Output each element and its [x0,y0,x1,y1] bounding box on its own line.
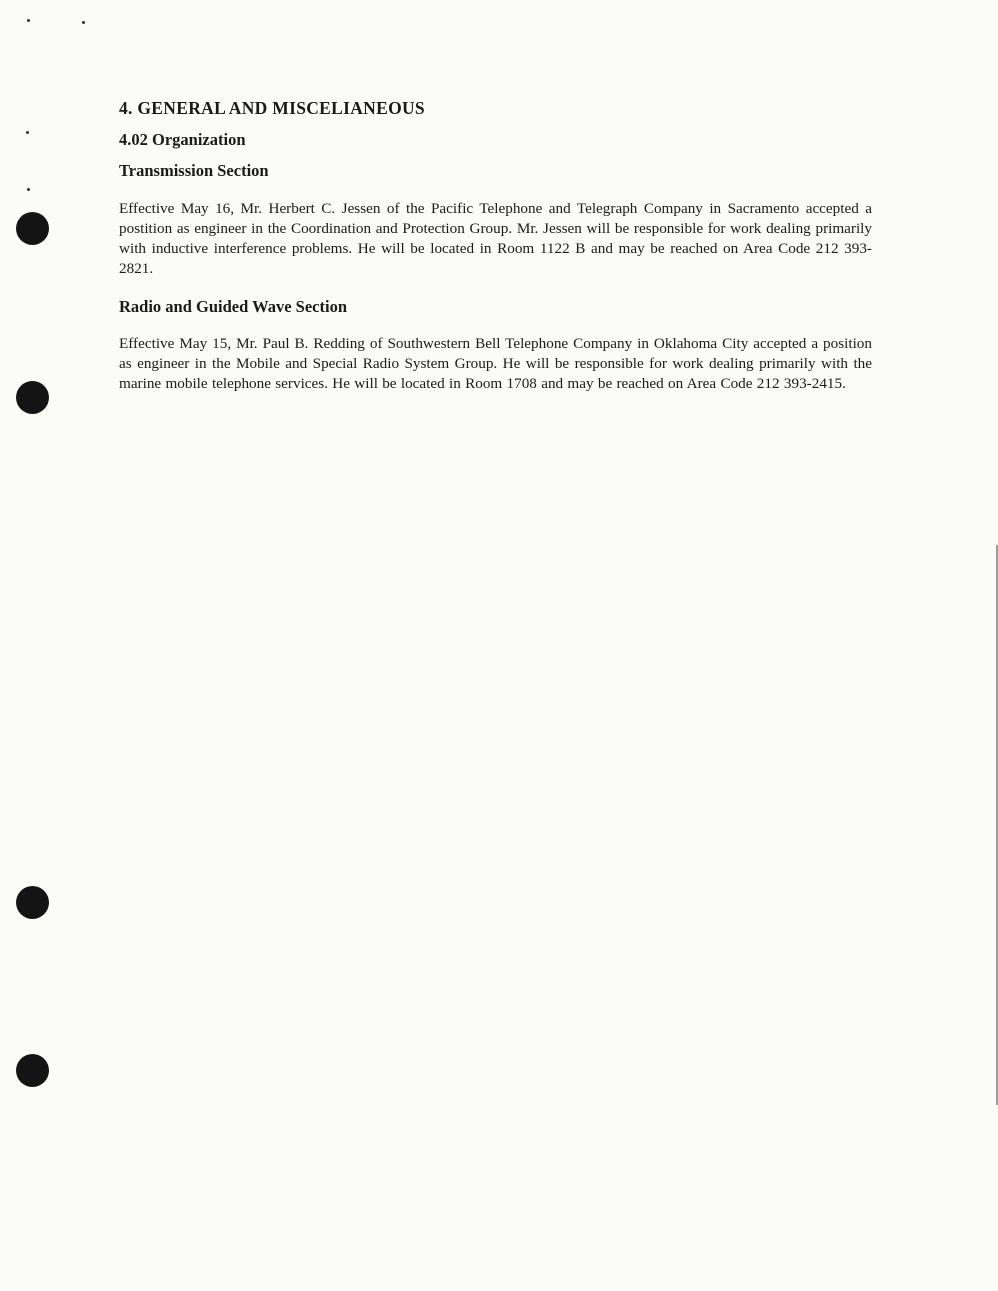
punch-hole [16,1054,49,1087]
transmission-section-paragraph: Effective May 16, Mr. Herbert C. Jessen of the Pacific Telephone and Telegraph Company in Sacramento accepted a postition as engineer in the Coordination and Protection Group. Mr. Jessen will be responsible for work dealing primarily with inductive interference problems. He will be located in Room 1122 B and may be reached on Area Code 212 393-2821. [119,200,872,277]
scan-speck [27,188,30,191]
scan-speck [26,131,29,134]
transmission-section-heading: Transmission Section [119,161,269,180]
section-heading: 4. GENERAL AND MISCELIANEOUS [119,98,425,118]
scan-speck [27,19,30,22]
scan-speck [82,21,85,24]
punch-hole [16,212,49,245]
punch-hole [16,381,49,414]
radio-section-paragraph: Effective May 15, Mr. Paul B. Redding of Southwestern Bell Telephone Company in Oklahoma City accepted a position as engineer in the Mobile and Special Radio System Group. He will be responsible for work dealing primarily with the marine mobile telephone services. He will be located in Room 1708 and may be reached on Area Code 212 393-2415. [119,335,872,392]
document-body [119,96,872,394]
punch-hole [16,886,49,919]
subsection-heading: 4.02 Organization [119,130,246,149]
radio-section-heading: Radio and Guided Wave Section [119,297,347,316]
